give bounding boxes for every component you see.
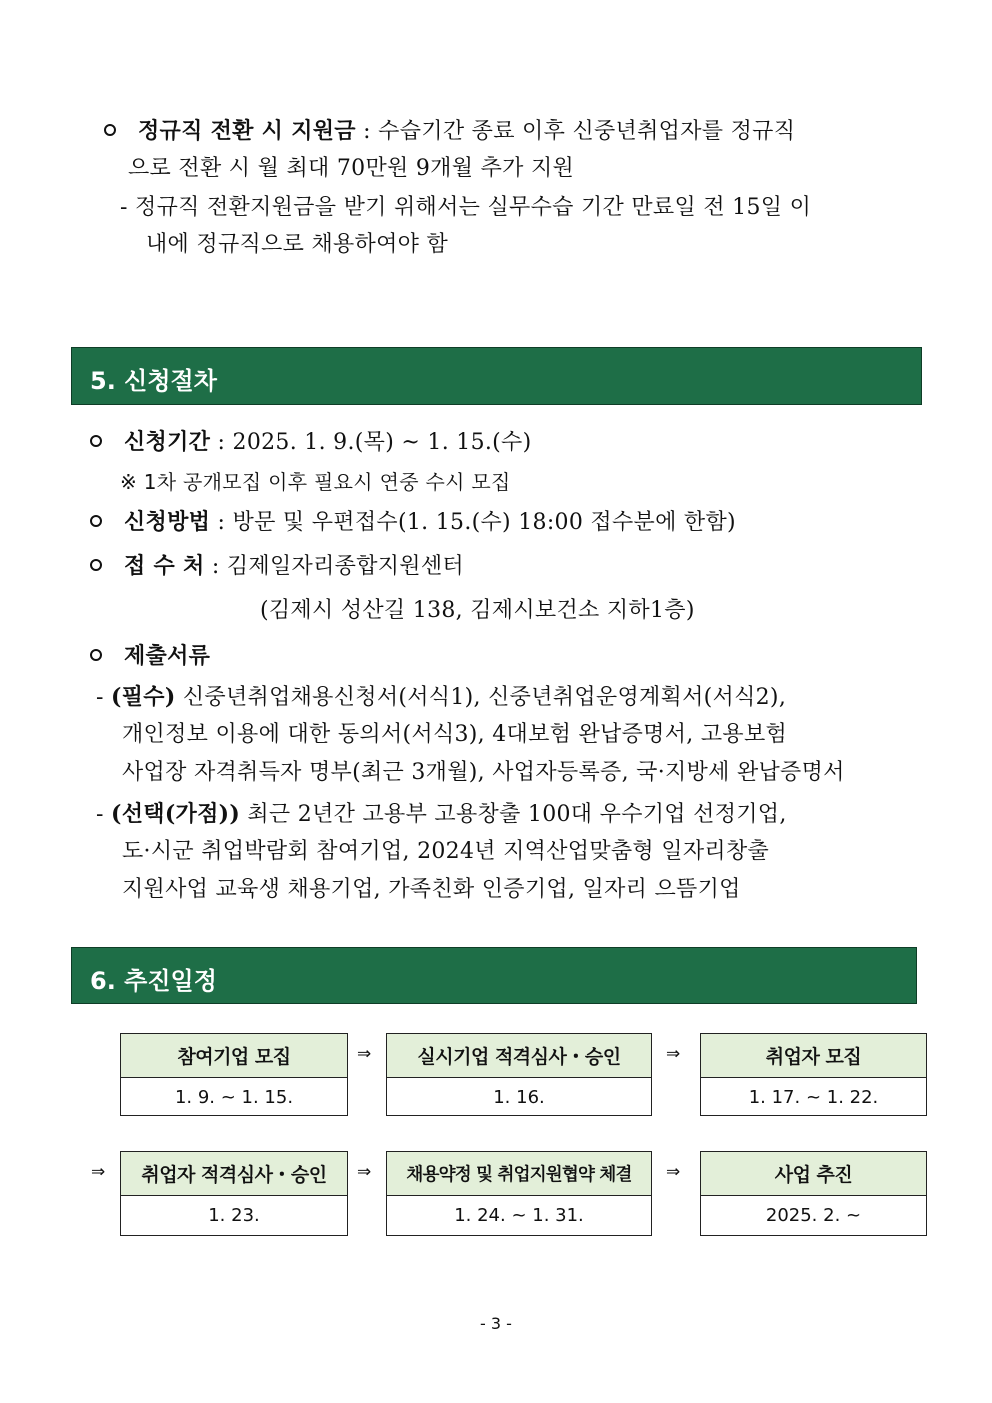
method-value: : 방문 및 우편접수(1. 15.(수) 18:00 접수분에 한함) <box>210 510 736 535</box>
conversion-text-line2: 으로 전환 시 월 최대 70만원 9개월 추가 지원 <box>128 156 575 181</box>
step-date: 2025. 2. ~ <box>765 1204 862 1226</box>
required-docs-line3: 사업장 자격취득자 명부(최근 3개월), 사업자등록증, 국·지방세 완납증명서 <box>122 760 845 785</box>
section5-title: 5. 신청절차 <box>90 367 217 395</box>
required-text: 신중년취업채용신청서(서식1), 신중년취업운영계획서(서식2), <box>175 685 787 710</box>
docs-label: 제출서류 <box>124 643 211 669</box>
arrow-right-icon: ⇒ <box>357 1162 372 1182</box>
required-label: (필수) <box>111 684 176 710</box>
office-address: (김제시 성산길 138, 김제시보건소 지하1층) <box>260 598 695 623</box>
period-item <box>90 429 532 456</box>
arrow-right-icon: ⇒ <box>357 1044 372 1064</box>
schedule-step <box>120 1033 348 1116</box>
conversion-note-line2: 내에 정규직으로 채용하여야 함 <box>146 232 449 257</box>
docs-item <box>90 643 210 670</box>
method-label: 신청방법 <box>124 509 211 535</box>
schedule-step <box>700 1151 927 1236</box>
step-title: 사업 추진 <box>701 1152 926 1196</box>
office-value: : 김제일자리종합지원센터 <box>204 554 464 579</box>
step-date: 1. 9. ~ 1. 15. <box>174 1086 294 1108</box>
conversion-title: 정규직 전환 시 지원금 <box>138 118 356 144</box>
required-docs-line1: - (필수) 신중년취업채용신청서(서식1), 신중년취업운영계획서(서식2), <box>96 684 787 710</box>
page-number: - 3 - <box>480 1314 512 1333</box>
section6-header <box>71 947 917 1004</box>
schedule-step <box>120 1151 348 1236</box>
circle-bullet-icon <box>90 559 102 571</box>
circle-bullet-icon <box>90 435 102 447</box>
step-date: 1. 17. ~ 1. 22. <box>748 1086 879 1108</box>
arrow-right-icon: ⇒ <box>666 1044 681 1064</box>
section6-title: 6. 추진일정 <box>90 967 217 995</box>
step-title: 취업자 적격심사・승인 <box>121 1152 347 1196</box>
step-title: 채용약정 및 취업지원협약 체결 <box>387 1152 651 1196</box>
step-title: 참여기업 모집 <box>121 1034 347 1078</box>
circle-bullet-icon <box>90 649 102 661</box>
office-item <box>90 553 464 580</box>
circle-bullet-icon <box>104 124 116 136</box>
step-title: 실시기업 적격심사・승인 <box>387 1034 651 1078</box>
section5-header <box>71 347 922 405</box>
required-docs-line2: 개인정보 이용에 대한 동의서(서식3), 4대보험 완납증명서, 고용보험 <box>122 722 788 747</box>
method-item <box>90 509 736 536</box>
conversion-text: : 수습기간 종료 이후 신중년취업자를 정규직 <box>355 119 796 144</box>
period-value: : 2025. 1. 9.(목) ~ 1. 15.(수) <box>210 430 532 455</box>
step-date: 1. 16. <box>493 1086 545 1108</box>
schedule-step <box>386 1151 652 1236</box>
arrow-right-icon: ⇒ <box>666 1162 681 1182</box>
schedule-step <box>386 1033 652 1116</box>
optional-docs-line3: 지원사업 교육생 채용기업, 가족친화 인증기업, 일자리 으뜸기업 <box>122 877 741 902</box>
optional-docs-line1: - (선택(가점)) 최근 2년간 고용부 고용창출 100대 우수기업 선정기업, <box>96 801 787 827</box>
step-date: 1. 24. ~ 1. 31. <box>454 1204 584 1226</box>
step-date: 1. 23. <box>208 1204 260 1226</box>
conversion-item <box>104 118 795 145</box>
conversion-note-line1: - 정규직 전환지원금을 받기 위해서는 실무수습 기간 만료일 전 15일 이 <box>120 195 812 220</box>
optional-text: 최근 2년간 고용부 고용창출 100대 우수기업 선정기업, <box>240 802 787 827</box>
period-label: 신청기간 <box>124 429 211 455</box>
office-label: 접 수 처 <box>124 553 205 579</box>
schedule-step <box>700 1033 927 1116</box>
optional-label: (선택(가점)) <box>111 801 241 827</box>
step-title: 취업자 모집 <box>701 1034 926 1078</box>
circle-bullet-icon <box>90 515 102 527</box>
arrow-right-icon: ⇒ <box>91 1162 106 1182</box>
optional-docs-line2: 도·시군 취업박람회 참여기업, 2024년 지역산업맞춤형 일자리창출 <box>122 839 770 864</box>
period-note: ※ 1차 공개모집 이후 필요시 연중 수시 모집 <box>120 470 511 494</box>
